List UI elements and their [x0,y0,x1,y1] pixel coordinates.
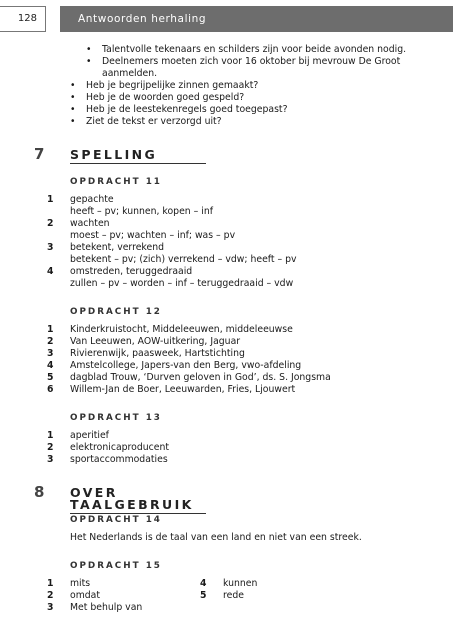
answer-text: moest – pv; wachten – inf; was – pv [70,230,236,241]
bullet-text: Ziet de tekst er verzorgd uit? [86,116,222,127]
answer-number: 2 [47,218,54,229]
answer-item [0,324,453,336]
answer-text: elektronicaproducent [70,442,170,453]
answer-text: Kinderkruistocht, Middeleeuwen, middeleeuwse [70,324,293,335]
bullet-item [70,104,453,116]
section-heading-spelling [0,145,453,170]
answer-text: sportaccommodaties [70,454,168,465]
answer-text: kunnen [223,578,258,589]
answer-number: 4 [200,578,207,589]
bullet-text: Heb je de woorden goed gespeld? [86,92,245,103]
answer-number: 2 [47,336,54,347]
answer-text: aperitief [70,430,109,441]
page-content [0,44,453,614]
answer-columns [0,578,453,614]
bullet-icon: • [70,92,76,103]
answer-text: Rivierenwijk, paasweek, Hartstichting [70,348,245,359]
answer-text: rede [223,590,244,601]
answer-item [0,372,453,384]
section-heading-over-taalgebruik [0,483,453,512]
running-header-bar [60,6,453,32]
answer-number: 3 [47,242,54,253]
answer-text: Willem-Jan de Boer, Leeuwarden, Fries, Ljouwert [70,384,296,395]
answer-number: 6 [47,384,54,395]
answer-number: 2 [47,590,54,601]
bullet-text: Talentvolle tekenaars en schilders zijn voor beide avonden nodig. [102,44,407,55]
answer-text: heeft – pv; kunnen, kopen – inf [70,206,213,217]
answer-number: 3 [47,454,54,465]
answer-item [0,454,453,466]
answer-list [0,194,453,290]
answer-text: Amstelcollege, Japers-van den Berg, vwo-afdeling [70,360,302,371]
answer-text: Met behulp van [70,602,143,613]
running-header-title: Antwoorden herhaling [78,13,207,25]
answer-text: Van Leeuwen, AOW-uitkering, Jaguar [70,336,241,347]
section-title: OVER TAALGEBRUIK [70,487,206,514]
bullet-item [70,80,453,92]
answer-text: gepachte [70,194,114,205]
answer-number: 5 [200,590,207,601]
answer-list [0,324,453,396]
answer-number: 3 [47,602,54,613]
answer-number: 1 [47,430,54,441]
answer-item [0,384,453,396]
answer-item [0,242,453,266]
opdracht-heading: OPDRACHT 13 [70,413,162,423]
answer-item [0,194,453,218]
bullet-list [0,44,453,128]
answer-item [0,336,453,348]
bullet-icon: • [86,44,92,55]
answer-item [0,266,453,290]
answer-number: 2 [47,442,54,453]
answer-text: betekent – pv; (zich) verrekend – vdw; heeft – pv [70,254,297,265]
opdracht-heading: OPDRACHT 15 [70,561,162,571]
bullet-icon: • [86,56,92,67]
answer-text: omstreden, teruggedraaid [70,266,193,277]
bullet-item [86,56,453,80]
section-title: SPELLING [70,149,206,164]
bullet-item [70,92,453,104]
answer-number: 3 [47,348,54,359]
answer-item [0,442,453,454]
bullet-text: Heb je de leestekenregels goed toegepast? [86,104,288,115]
answer-number: 5 [47,372,54,383]
answer-number: 4 [47,360,54,371]
bullet-icon: • [70,116,76,127]
answer-number: 1 [47,194,54,205]
answer-item [0,360,453,372]
answer-item [0,430,453,442]
answer-text: Het Nederlands is de taal van een land en niet van een streek. [70,532,362,543]
answer-text: mits [70,578,91,589]
answer-list [0,430,453,466]
answer-number: 1 [47,578,54,589]
page-number-text: 128 [17,13,37,24]
opdracht-heading: OPDRACHT 12 [70,307,162,317]
bullet-item [86,44,453,56]
opdracht-heading: OPDRACHT 14 [70,515,162,525]
bullet-text: Deelnemers moeten zich voor 16 oktober bij mevrouw De Groot aanmelden. [102,56,401,79]
answer-text: zullen – pv – worden – inf – teruggedraaid – vdw [70,278,294,289]
answer-text: dagblad Trouw, ‘Durven geloven in God’, ds. S. Jongsma [70,372,331,383]
bullet-icon: • [70,80,76,91]
answer-item [0,218,453,242]
answer-number: 1 [47,324,54,335]
answer-number: 4 [47,266,54,277]
bullet-icon: • [70,104,76,115]
page-number [0,6,46,32]
answer-text: omdat [70,590,100,601]
section-number: 7 [34,145,45,163]
section-number: 8 [34,483,45,501]
bullet-text: Heb je begrijpelijke zinnen gemaakt? [86,80,259,91]
answer-text: betekent, verrekend [70,242,164,253]
opdracht-heading: OPDRACHT 11 [70,177,162,187]
page-header [0,0,453,38]
answer-text: wachten [70,218,110,229]
answer-item [0,348,453,360]
bullet-item [70,116,453,128]
